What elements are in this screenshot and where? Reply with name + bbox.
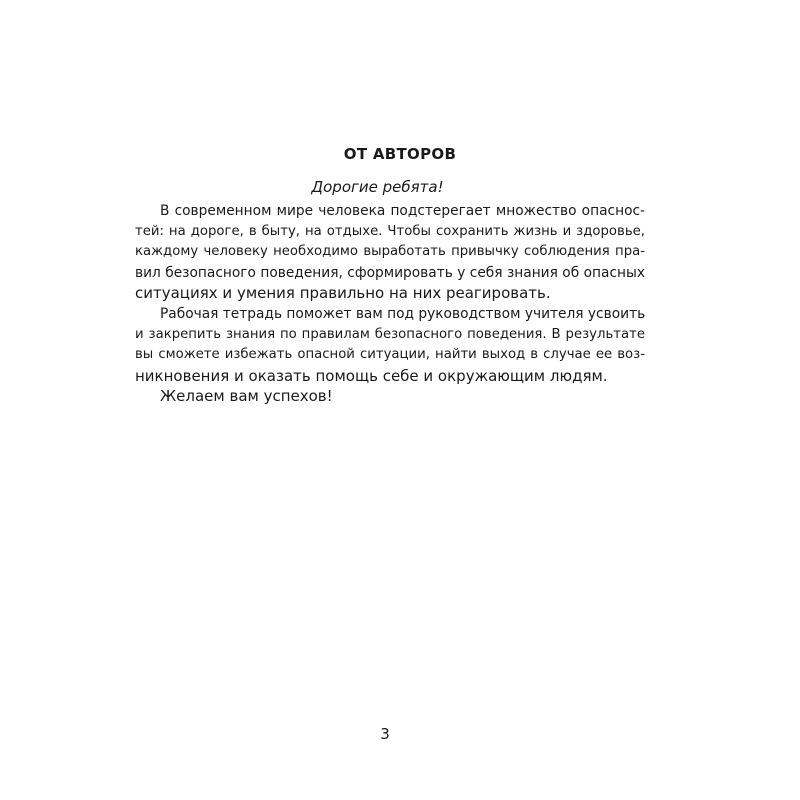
text-line: вы сможете избежать опасной ситуации, найти выход в случае ее воз- (135, 347, 645, 363)
body-text (135, 201, 645, 407)
text-line: тей: на дороге, в быту, на отдыхе. Чтобы сохранить жизнь и здоровье, (135, 223, 645, 239)
page-heading: ОТ АВТОРОВ (343, 145, 457, 163)
text-line: Желаем вам успехов! (160, 387, 333, 406)
text-line: никновения и оказать помощь себе и окружающим людям. (135, 366, 608, 385)
text-line: каждому человеку необходимо выработать привычку соблюдения пра- (135, 244, 645, 260)
text-line: В современном мире человека подстерегает множество опаснос- (160, 203, 645, 219)
text-line: и закрепить знания по правилам безопасного поведения. В результате (135, 326, 645, 342)
salutation: Дорогие ребята! (311, 178, 444, 196)
text-line: вил безопасного поведения, сформировать у себя знания об опасных (135, 264, 645, 281)
text-line: Рабочая тетрадь поможет вам под руководством учителя усвоить (160, 305, 646, 322)
text-line: ситуациях и умения правильно на них реагировать. (135, 284, 551, 303)
page-number: 3 (380, 725, 390, 743)
